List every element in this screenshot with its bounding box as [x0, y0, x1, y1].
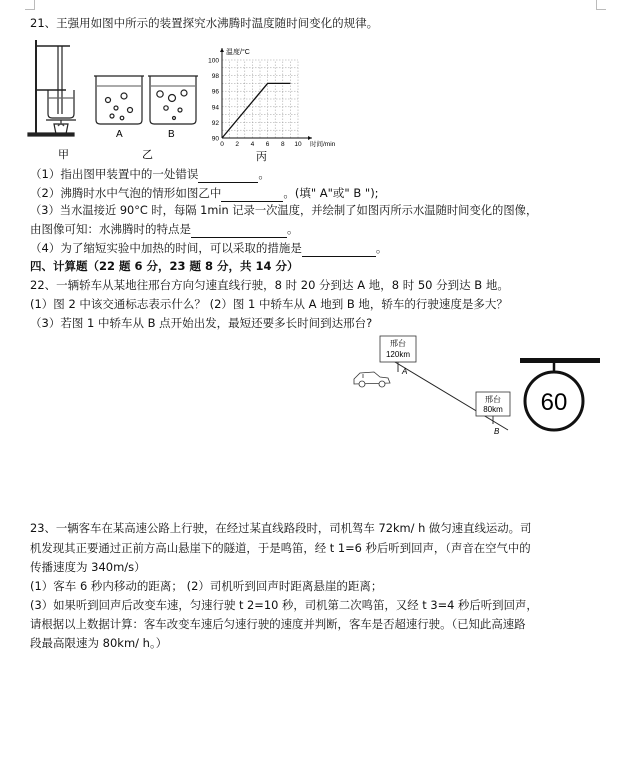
q23-line7: 段最高限速为 80km/ h。）: [30, 636, 168, 650]
q21-part1-end: 。: [258, 167, 270, 181]
q23-line3: 传播速度为 340m/s）: [30, 560, 146, 574]
x-axis-label: 时间/min: [310, 141, 336, 148]
q22-parts-1-2: (1）图 2 中该交通标志表示什么？ (2）图 1 中轿车从 A 地到 B 地，轿车的行驶速度是多大？: [30, 297, 508, 311]
sign-a-line1: 邢台: [390, 339, 406, 348]
q22-part3: （3）若图 1 中轿车从 B 点开始出发，最短还要多长时间到达邢台?: [30, 316, 373, 330]
x-tick-label: 10: [294, 141, 302, 148]
q21-part3-line1: （3）当水温接近 90°C 时，每隔 1min 记录一次温度，并绘制了如图丙所示水温随时间变化的图像，: [30, 204, 538, 217]
q23-line1: 23、一辆客车在某高速公路上行驶，在经过某直线路段时，司机驾车 72km/ h 做匀速直线运动。司: [30, 521, 532, 535]
answer-blank-3[interactable]: [191, 221, 287, 238]
answer-blank-2[interactable]: [221, 185, 283, 202]
sign-b-line2: 80km: [483, 405, 503, 414]
label-yi: 乙: [142, 149, 153, 161]
x-tick-label: 8: [280, 141, 285, 148]
q22-figure: [340, 330, 620, 440]
q22-stem: 22、一辆轿车从某地往邢台方向匀速直线行驶，8 时 20 分到达 A 地，8 时 50 分到达 B 地。: [30, 278, 509, 292]
point-b-label: B: [494, 427, 500, 436]
q23-line6: 请根据以上数据计算：客车改变车速后匀速行驶的速度并判断，客车是否超速行驶。（已知此高速路: [30, 617, 526, 631]
label-bing: 丙: [256, 151, 267, 163]
y-axis-label: 温度/°C: [226, 49, 250, 56]
corner-mark-right: [596, 0, 606, 10]
label-jia: 甲: [58, 149, 69, 161]
q21-part3-end: 。: [287, 222, 299, 236]
q21-part2-text: （2）沸腾时水中气泡的情形如图乙中: [30, 186, 222, 200]
q21-part3-line2: [30, 221, 299, 238]
section-heading: 四、计算题（22 题 6 分，23 题 8 分，共 14 分）: [30, 259, 299, 273]
x-tick-label: 0: [220, 141, 224, 148]
q21-part1: [30, 166, 270, 183]
answer-blank-1[interactable]: [198, 166, 258, 183]
sign-a-line2: 120km: [385, 350, 411, 359]
y-tick-label: 92: [211, 119, 219, 127]
q21-part4-end: 。: [375, 241, 388, 255]
q23-line2: 机发现其正要通过正前方高山悬崖下的隧道，于是鸣笛，经 t 1=6 秒后听到回声，（声音在空气中的: [30, 541, 531, 555]
y-tick-label: 96: [211, 88, 219, 96]
x-tick-label: 2: [235, 141, 240, 148]
x-tick-label: 6: [265, 141, 270, 148]
y-tick-label: 98: [211, 73, 219, 81]
y-axis-arrow: [220, 48, 224, 52]
y-tick-label: 90: [211, 135, 219, 143]
x-axis-arrow: [308, 136, 312, 140]
y-tick-label: 100: [208, 57, 219, 65]
label-b: B: [168, 129, 175, 140]
temperature-graph: [208, 47, 336, 148]
temperature-curve: [222, 83, 290, 138]
q21-part3-text: 由图像可知：水沸腾时的特点是: [30, 222, 191, 236]
speed-limit-value: 60: [540, 389, 568, 416]
answer-blank-4[interactable]: [302, 240, 376, 257]
car-icon: [354, 372, 390, 387]
q21-stem: 21、王强用如图中所示的装置探究水沸腾时温度随时间变化的规律。: [30, 16, 379, 30]
label-a: A: [116, 129, 123, 140]
q21-part2: [30, 185, 379, 202]
q21-figure: [20, 38, 340, 164]
sign-b-line1: 邢台: [485, 395, 501, 404]
y-tick-label: 94: [211, 104, 219, 112]
beaker-a: [94, 76, 144, 124]
q23-line5: (3）如果听到回声后改变车速，匀速行驶 t 2=10 秒，司机第二次鸣笛，又经 t 3=4 秒后听到回声，: [30, 598, 538, 612]
x-tick-label: 4: [250, 141, 255, 148]
beaker-b: [148, 76, 198, 124]
q21-part4-text: （4）为了缩短实验中加热的时间，可以采取的措施是: [30, 241, 302, 255]
q21-part2-end: 。(填" A"或" B ");: [283, 186, 379, 200]
q21-part4: [30, 240, 387, 257]
q23-line4: (1）客车 6 秒内移动的距离； (2）司机听到回声时距离悬崖的距离；: [30, 579, 383, 593]
point-a-label: A: [402, 367, 408, 376]
apparatus-jia: [28, 40, 76, 136]
corner-mark-left: [25, 0, 35, 10]
q21-part1-text: （1）指出图甲装置中的一处错误: [30, 167, 199, 181]
